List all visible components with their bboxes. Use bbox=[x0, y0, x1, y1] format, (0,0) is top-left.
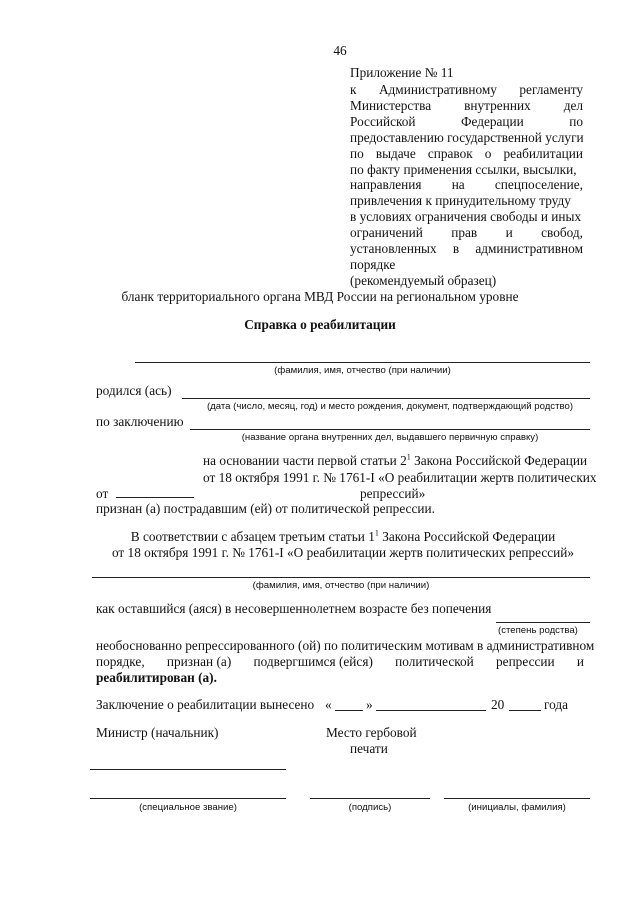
document-title: Справка о реабилитации bbox=[244, 317, 396, 332]
minister-field-line[interactable] bbox=[90, 769, 286, 770]
from-label: от bbox=[96, 486, 109, 501]
rehabilitated-text: реабилитирован (а). bbox=[96, 670, 217, 685]
born-caption: (дата (число, месяц, год) и место рождения, документ, подтверждающий родство) bbox=[206, 401, 574, 412]
page-number: 46 bbox=[333, 43, 347, 58]
born-label: родился (ась) bbox=[96, 383, 172, 398]
from-field-line[interactable] bbox=[116, 497, 194, 498]
appendix-line: порядке bbox=[350, 256, 396, 272]
appendix-line: привлечения к принудительному труду bbox=[350, 193, 571, 209]
seal-place-line-1: Место гербовой bbox=[326, 725, 417, 740]
accordance-line-2: от 18 октября 1991 г. № 1761-I «О реабилитации жертв политических репрессий» bbox=[111, 545, 575, 560]
appendix-title: Приложение № 11 bbox=[350, 65, 454, 80]
relation-caption: (степень родства) bbox=[498, 625, 578, 636]
appendix-line: по факту применения ссылки, высылки, bbox=[350, 161, 577, 177]
appendix-line: Министерства внутренних дел bbox=[350, 97, 583, 113]
appendix-line: ограничений прав и свобод, bbox=[350, 225, 583, 241]
rank-caption: (специальное звание) bbox=[139, 802, 237, 813]
fio-field-line-2[interactable] bbox=[92, 577, 590, 578]
organ-caption: (название органа внутренних дел, выдавшего первичную справку) bbox=[241, 432, 539, 443]
conclusion-label: по заключению bbox=[96, 414, 184, 429]
appendix-line: предоставлению государственной услуги bbox=[350, 129, 584, 145]
basis-line-1: на основании части первой статьи $2^1$ Закона Российской Федерации bbox=[203, 452, 588, 468]
relation-field-line[interactable] bbox=[496, 622, 590, 623]
fio-caption-2: (фамилия, имя, отчество (при наличии) bbox=[252, 580, 430, 591]
signature-field-line[interactable] bbox=[310, 798, 430, 799]
quote-open: « bbox=[325, 697, 332, 712]
day-field-line[interactable] bbox=[335, 710, 363, 711]
accordance-line-1: В соответствии с абзацем третьим статьи $1^1$ Закона Российской Федерации bbox=[130, 528, 556, 544]
blank-note: бланк территориального органа МВД России на региональном уровне bbox=[121, 289, 519, 304]
initials-caption: (инициалы, фамилия) bbox=[468, 802, 566, 813]
month-field-line[interactable] bbox=[376, 710, 486, 711]
quote-close: » bbox=[366, 697, 373, 712]
appendix-line: направления на спецпоселение, bbox=[350, 177, 583, 193]
seal-place-line-2: печати bbox=[350, 741, 388, 756]
organ-field-line[interactable] bbox=[190, 429, 590, 430]
basis-line-2: от 18 октября 1991 г. № 1761-I «О реабилитации жертв политических bbox=[203, 470, 597, 485]
rank-field-line[interactable] bbox=[90, 798, 286, 799]
initials-field-line[interactable] bbox=[444, 798, 590, 799]
appendix-line: (рекомендуемый образец) bbox=[350, 272, 497, 288]
year-field-line[interactable] bbox=[509, 710, 541, 711]
issued-label: Заключение о реабилитации вынесено bbox=[96, 697, 315, 712]
signature-caption: (подпись) bbox=[348, 802, 392, 813]
appendix-line: в условиях ограничения свободы и иных bbox=[350, 209, 582, 225]
unfounded-line-2: порядке, признан (а) подвергшимся (ейся) политической репрессии и bbox=[96, 654, 584, 669]
fio-field-line[interactable] bbox=[135, 362, 590, 363]
year-suffix: года bbox=[544, 697, 569, 712]
basis-line-4: признан (а) пострадавшим (ей) от политической репрессии. bbox=[96, 501, 435, 516]
year-prefix: 20 bbox=[491, 697, 505, 712]
basis-line-3: репрессий» bbox=[360, 486, 426, 501]
minister-label: Министр (начальник) bbox=[96, 725, 219, 740]
fio-caption: (фамилия, имя, отчество (при наличии) bbox=[274, 365, 451, 376]
born-field-line[interactable] bbox=[182, 398, 590, 399]
unfounded-line-1: необоснованно репрессированного (ой) по политическим мотивам в административном bbox=[96, 638, 595, 653]
appendix-line: установленных в административном bbox=[350, 241, 583, 256]
appendix-line: по выдаче справок о реабилитации bbox=[350, 145, 583, 161]
minor-text: как оставшийся (аяся) в несовершеннолетнем возрасте без попечения bbox=[96, 601, 492, 616]
appendix-line: к Административному регламенту bbox=[350, 82, 583, 97]
appendix-line: Российской Федерации по bbox=[350, 113, 583, 129]
